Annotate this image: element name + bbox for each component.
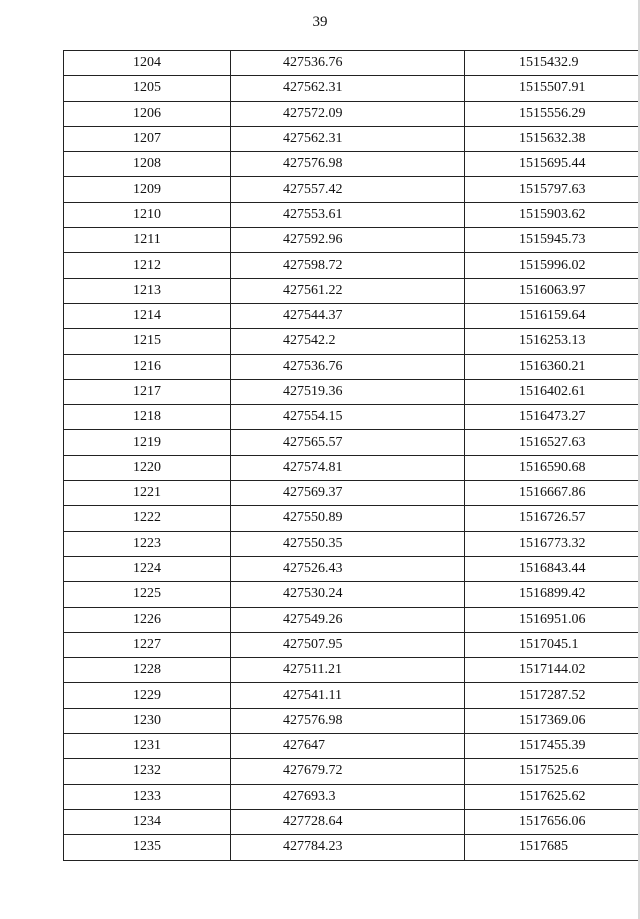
x-coordinate-cell: 427542.2 [231,329,465,354]
x-coordinate-cell: 427507.95 [231,632,465,657]
y-coordinate-cell: 1515556.29 [465,101,640,126]
x-coordinate-cell: 427592.96 [231,228,465,253]
x-coordinate-cell: 427647 [231,734,465,759]
table-row [64,101,640,126]
table-row [64,582,640,607]
table-row [64,177,640,202]
point-number-cell: 1211 [64,228,231,253]
point-number-cell: 1220 [64,455,231,480]
y-coordinate-cell: 1516726.57 [465,506,640,531]
x-coordinate-cell: 427557.42 [231,177,465,202]
x-coordinate-cell: 427598.72 [231,253,465,278]
point-number-cell: 1228 [64,658,231,683]
x-coordinate-cell: 427553.61 [231,202,465,227]
table-row [64,481,640,506]
point-number-cell: 1231 [64,734,231,759]
point-number-cell: 1235 [64,835,231,860]
table-row [64,430,640,455]
x-coordinate-cell: 427679.72 [231,759,465,784]
table-row [64,126,640,151]
table-row [64,607,640,632]
y-coordinate-cell: 1516063.97 [465,278,640,303]
coordinates-table [63,50,640,861]
table-row [64,379,640,404]
y-coordinate-cell: 1515632.38 [465,126,640,151]
x-coordinate-cell: 427572.09 [231,101,465,126]
table-row [64,784,640,809]
table-row [64,455,640,480]
point-number-cell: 1217 [64,379,231,404]
table-row [64,632,640,657]
table-row [64,734,640,759]
table-row [64,531,640,556]
table-row [64,835,640,860]
x-coordinate-cell: 427549.26 [231,607,465,632]
y-coordinate-cell: 1516527.63 [465,430,640,455]
y-coordinate-cell: 1516773.32 [465,531,640,556]
y-coordinate-cell: 1515695.44 [465,152,640,177]
x-coordinate-cell: 427565.57 [231,430,465,455]
point-number-cell: 1204 [64,51,231,76]
x-coordinate-cell: 427576.98 [231,152,465,177]
x-coordinate-cell: 427576.98 [231,708,465,733]
point-number-cell: 1212 [64,253,231,278]
point-number-cell: 1213 [64,278,231,303]
point-number-cell: 1232 [64,759,231,784]
point-number-cell: 1224 [64,556,231,581]
y-coordinate-cell: 1516590.68 [465,455,640,480]
y-coordinate-cell: 1516473.27 [465,405,640,430]
y-coordinate-cell: 1515797.63 [465,177,640,202]
x-coordinate-cell: 427693.3 [231,784,465,809]
point-number-cell: 1225 [64,582,231,607]
x-coordinate-cell: 427561.22 [231,278,465,303]
table-row [64,506,640,531]
point-number-cell: 1215 [64,329,231,354]
y-coordinate-cell: 1517144.02 [465,658,640,683]
point-number-cell: 1207 [64,126,231,151]
table-row [64,228,640,253]
x-coordinate-cell: 427562.31 [231,126,465,151]
point-number-cell: 1210 [64,202,231,227]
y-coordinate-cell: 1517625.62 [465,784,640,809]
table-row [64,556,640,581]
table-row [64,76,640,101]
point-number-cell: 1227 [64,632,231,657]
x-coordinate-cell: 427544.37 [231,303,465,328]
x-coordinate-cell: 427728.64 [231,809,465,834]
point-number-cell: 1205 [64,76,231,101]
x-coordinate-cell: 427554.15 [231,405,465,430]
point-number-cell: 1229 [64,683,231,708]
table-row [64,329,640,354]
y-coordinate-cell: 1516159.64 [465,303,640,328]
table-row [64,202,640,227]
point-number-cell: 1221 [64,481,231,506]
y-coordinate-cell: 1517525.6 [465,759,640,784]
table-row [64,278,640,303]
y-coordinate-cell: 1517045.1 [465,632,640,657]
y-coordinate-cell: 1517656.06 [465,809,640,834]
table-row [64,303,640,328]
table-row [64,253,640,278]
x-coordinate-cell: 427519.36 [231,379,465,404]
table-row [64,405,640,430]
x-coordinate-cell: 427511.21 [231,658,465,683]
y-coordinate-cell: 1515903.62 [465,202,640,227]
y-coordinate-cell: 1515432.9 [465,51,640,76]
point-number-cell: 1219 [64,430,231,455]
x-coordinate-cell: 427784.23 [231,835,465,860]
table-row [64,152,640,177]
y-coordinate-cell: 1515507.91 [465,76,640,101]
y-coordinate-cell: 1517685 [465,835,640,860]
x-coordinate-cell: 427530.24 [231,582,465,607]
y-coordinate-cell: 1516843.44 [465,556,640,581]
x-coordinate-cell: 427550.89 [231,506,465,531]
point-number-cell: 1208 [64,152,231,177]
y-coordinate-cell: 1517455.39 [465,734,640,759]
table-row [64,51,640,76]
coordinates-table-body [64,51,640,861]
table-row [64,354,640,379]
table-row [64,809,640,834]
y-coordinate-cell: 1517287.52 [465,683,640,708]
y-coordinate-cell: 1516951.06 [465,607,640,632]
x-coordinate-cell: 427574.81 [231,455,465,480]
y-coordinate-cell: 1516360.21 [465,354,640,379]
x-coordinate-cell: 427550.35 [231,531,465,556]
point-number-cell: 1214 [64,303,231,328]
point-number-cell: 1234 [64,809,231,834]
x-coordinate-cell: 427536.76 [231,354,465,379]
table-row [64,658,640,683]
point-number-cell: 1230 [64,708,231,733]
y-coordinate-cell: 1515996.02 [465,253,640,278]
y-coordinate-cell: 1515945.73 [465,228,640,253]
point-number-cell: 1216 [64,354,231,379]
point-number-cell: 1209 [64,177,231,202]
table-row [64,759,640,784]
page-number: 39 [312,14,328,30]
x-coordinate-cell: 427569.37 [231,481,465,506]
x-coordinate-cell: 427526.43 [231,556,465,581]
point-number-cell: 1233 [64,784,231,809]
x-coordinate-cell: 427562.31 [231,76,465,101]
table-row [64,708,640,733]
point-number-cell: 1223 [64,531,231,556]
y-coordinate-cell: 1517369.06 [465,708,640,733]
y-coordinate-cell: 1516402.61 [465,379,640,404]
point-number-cell: 1222 [64,506,231,531]
table-row [64,683,640,708]
point-number-cell: 1218 [64,405,231,430]
y-coordinate-cell: 1516667.86 [465,481,640,506]
x-coordinate-cell: 427536.76 [231,51,465,76]
y-coordinate-cell: 1516899.42 [465,582,640,607]
point-number-cell: 1206 [64,101,231,126]
y-coordinate-cell: 1516253.13 [465,329,640,354]
x-coordinate-cell: 427541.11 [231,683,465,708]
point-number-cell: 1226 [64,607,231,632]
